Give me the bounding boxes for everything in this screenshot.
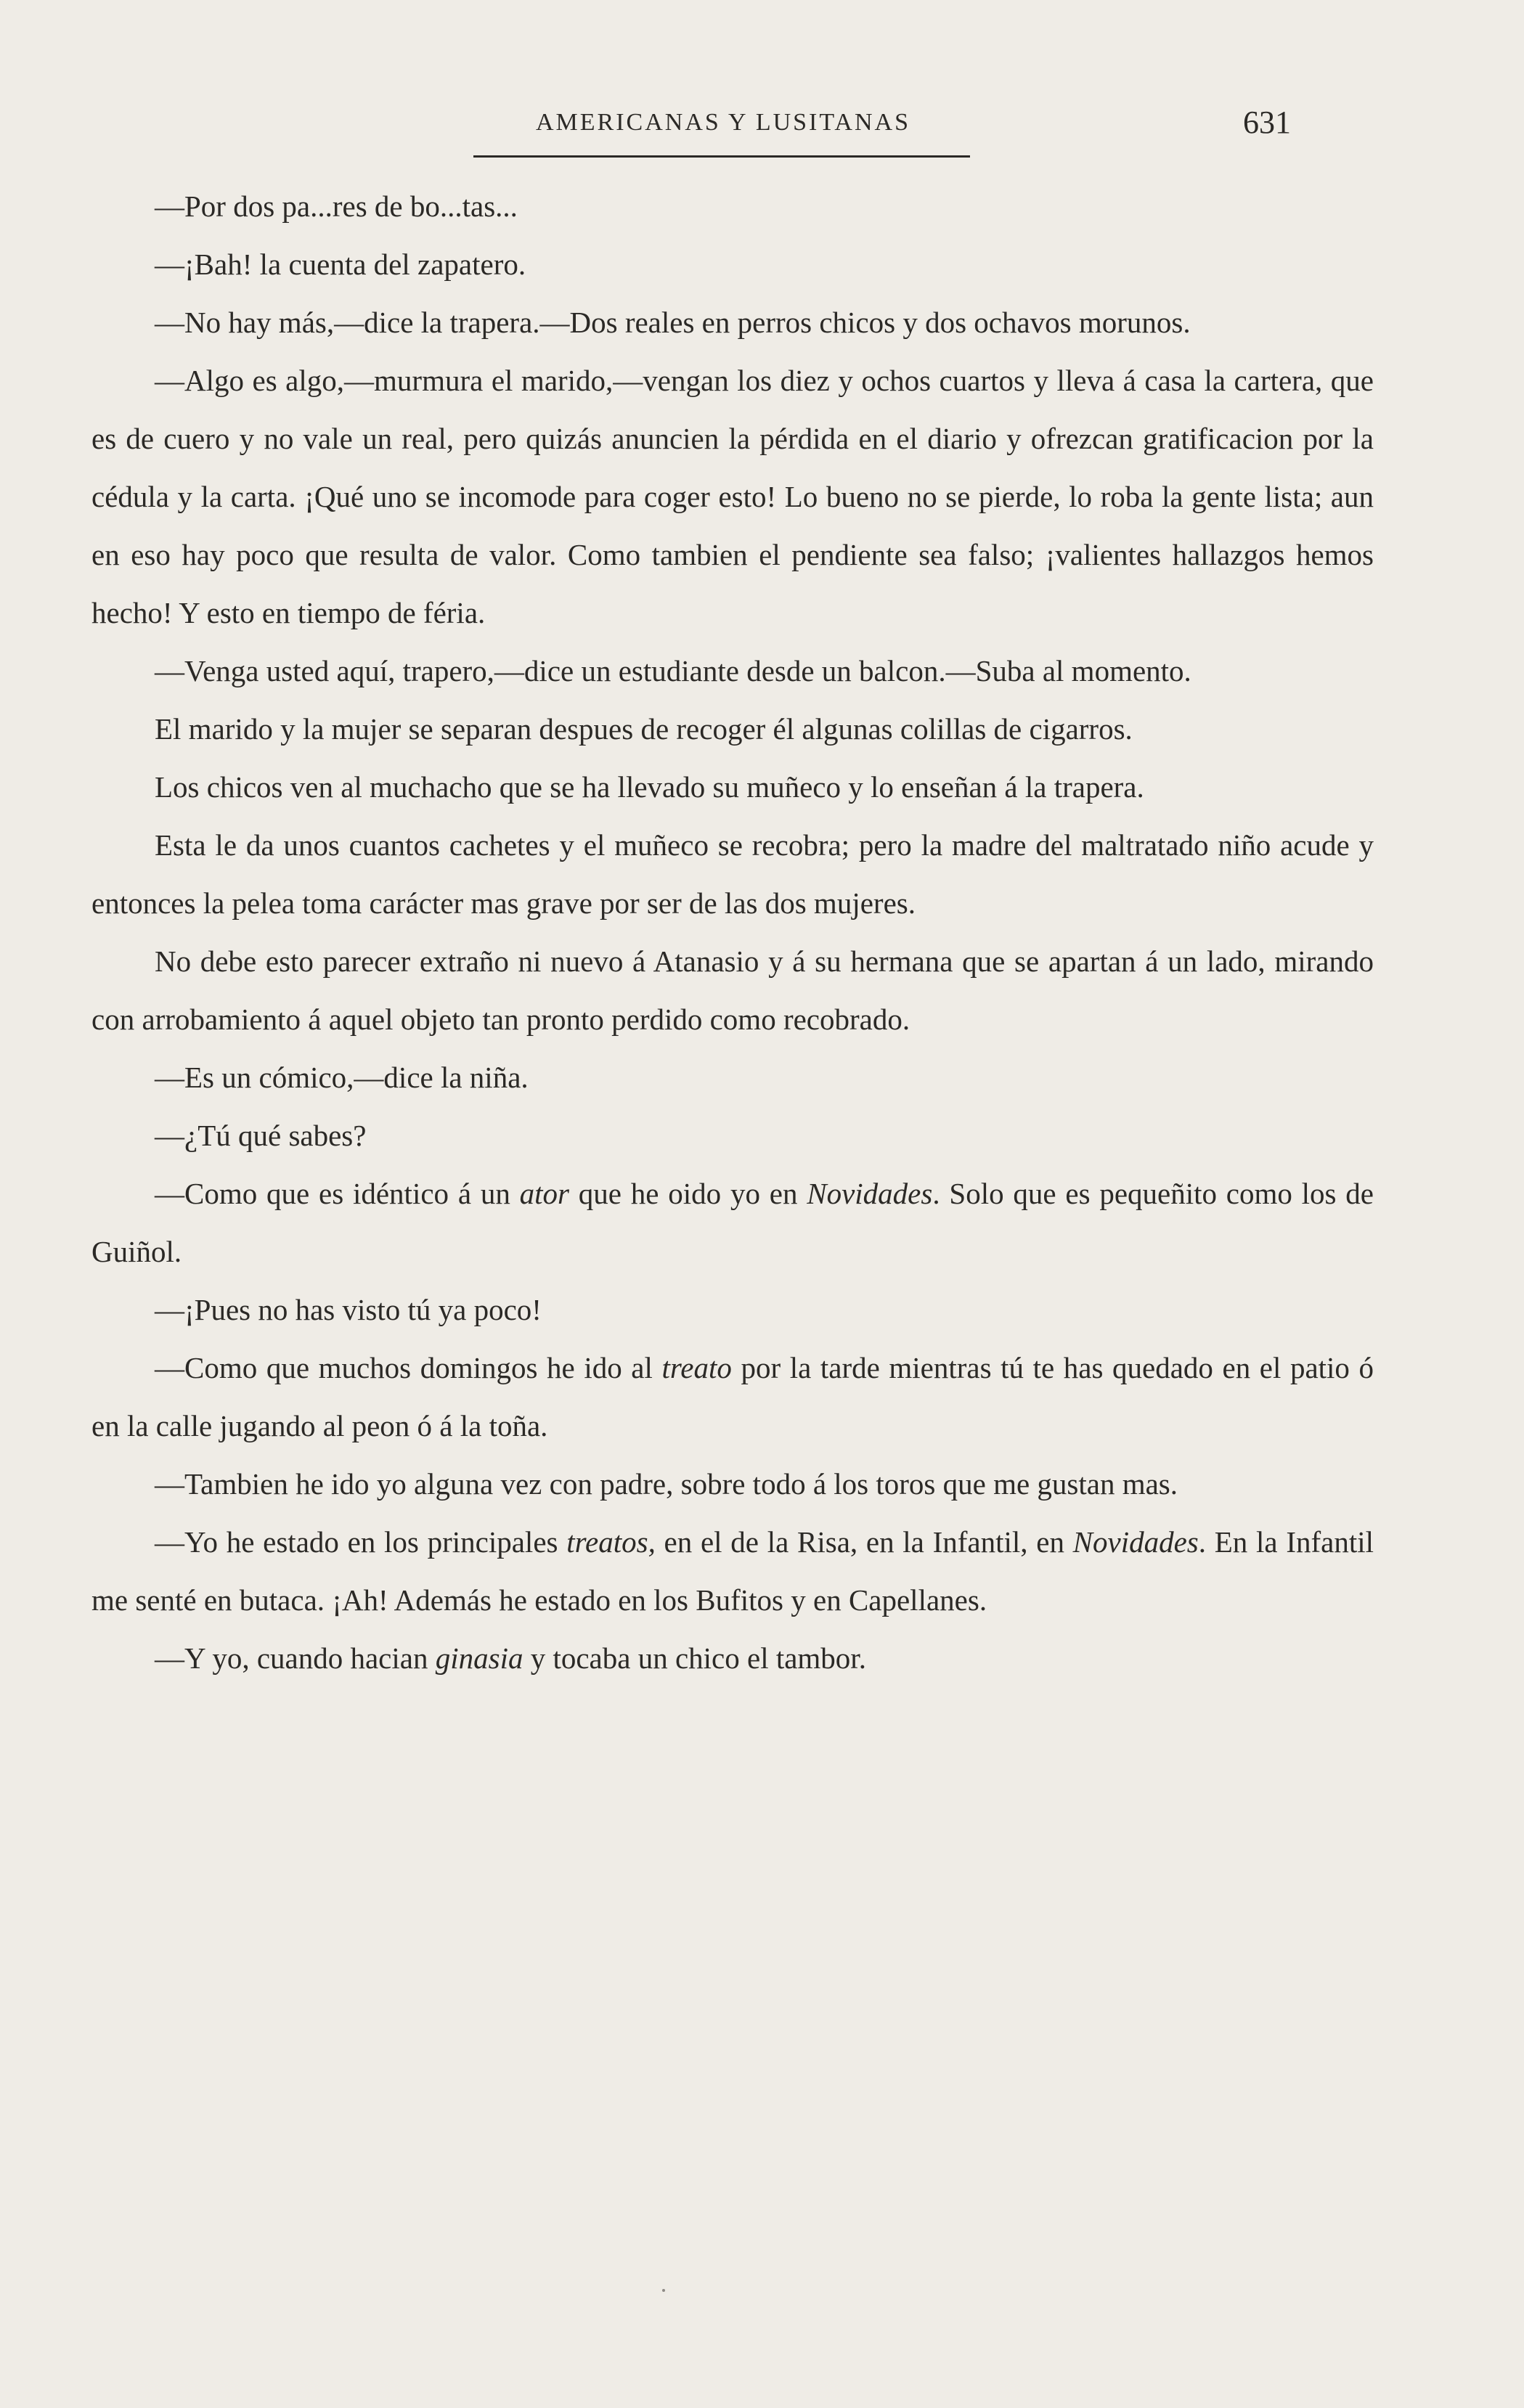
paragraph-text: —Yo he estado en los principales — [155, 1525, 567, 1559]
paragraph — [91, 1339, 1374, 1455]
paragraph — [91, 1513, 1374, 1629]
italic-word: Novidades — [1072, 1525, 1199, 1559]
paragraph-text: en el de la Risa, en la Infantil, en — [655, 1525, 1073, 1559]
paragraph-text: —Y yo, cuando hacian — [155, 1641, 436, 1675]
paragraph: Esta le da unos cuantos cachetes y el muñeco se recobra; pero la madre del maltratado niño acude y entonces la pelea toma carácter mas grave por ser de las dos mujeres. — [91, 828, 1374, 920]
italic-word: treatos, — [566, 1525, 656, 1559]
body-text — [91, 177, 1374, 1687]
italic-word: Novidades — [807, 1177, 933, 1210]
italic-word: ator — [519, 1177, 569, 1210]
page-number: 631 — [1243, 105, 1291, 140]
header-rule — [473, 155, 970, 158]
paragraph-text: por la tarde mientras tú te has quedado en el patio ó en la calle jugando al peon ó á la toña. — [91, 1351, 1374, 1442]
paragraph-text: —Como que es idéntico á un — [155, 1177, 520, 1210]
paragraph — [91, 1164, 1374, 1281]
paragraph: —Algo es algo,—murmura el marido,—vengan los diez y ochos cuartos y lleva á casa la cartera, que es de cuero y no vale un real, pero quizás anuncien la pérdida en el diario y ofrezcan gratificacion por la cédula y la carta. ¡Qué uno se incomode para coger esto! Lo bueno no se pierde, lo roba la gente lista; aun en eso hay poco que resulta de valor. Como tambien el pendiente sea falso; ¡valientes hallazgos hemos hecho! Y esto en tiempo de féria. — [91, 364, 1374, 629]
paper-speck — [662, 2289, 665, 2292]
italic-word: ginasia — [435, 1641, 523, 1675]
paragraph: —Es un cómico,—dice la niña. — [155, 1061, 529, 1094]
paragraph: —No hay más,—dice la trapera.—Dos reales en perros chicos y dos ochavos morunos. — [155, 306, 1191, 339]
paragraph: El marido y la mujer se separan despues de recoger él algunas colillas de cigarros. — [155, 712, 1133, 746]
paragraph: —Venga usted aquí, trapero,—dice un estudiante desde un balcon.—Suba al momento. — [155, 654, 1191, 687]
paragraph: —¿Tú qué sabes? — [155, 1119, 367, 1152]
italic-word: treato — [661, 1351, 732, 1384]
paragraph: Los chicos ven al muchacho que se ha llevado su muñeco y lo enseñan á la trapera. — [155, 770, 1144, 804]
paragraph: —Tambien he ido yo alguna vez con padre, sobre todo á los toros que me gustan mas. — [155, 1467, 1178, 1501]
paragraph: No debe esto parecer extraño ni nuevo á Atanasio y á su hermana que se apartan á un lado, mirando con arrobamiento á aquel objeto tan pronto perdido como recobrado. — [91, 944, 1374, 1036]
paragraph-text: y tocaba un chico el tambor. — [523, 1641, 866, 1675]
paragraph: —Por dos pa...res de bo...tas... — [155, 189, 518, 223]
paragraph: —¡Bah! la cuenta del zapatero. — [155, 248, 526, 281]
paragraph-text: . En la Infantil me senté en butaca. ¡Ah! Además he estado en los Bufitos y en Capellanes. — [91, 1525, 1374, 1617]
paragraph: —¡Pues no has visto tú ya poco! — [155, 1293, 542, 1326]
paragraph-text: que he oido yo en — [569, 1177, 807, 1210]
paragraph-text: . Solo que es pequeñito como los de Guiñol. — [91, 1177, 1374, 1268]
paragraph-text: —Como que muchos domingos he ido al — [155, 1351, 662, 1384]
paragraph — [91, 1629, 1374, 1687]
running-title: AMERICANAS Y LUSITANAS — [535, 109, 910, 136]
